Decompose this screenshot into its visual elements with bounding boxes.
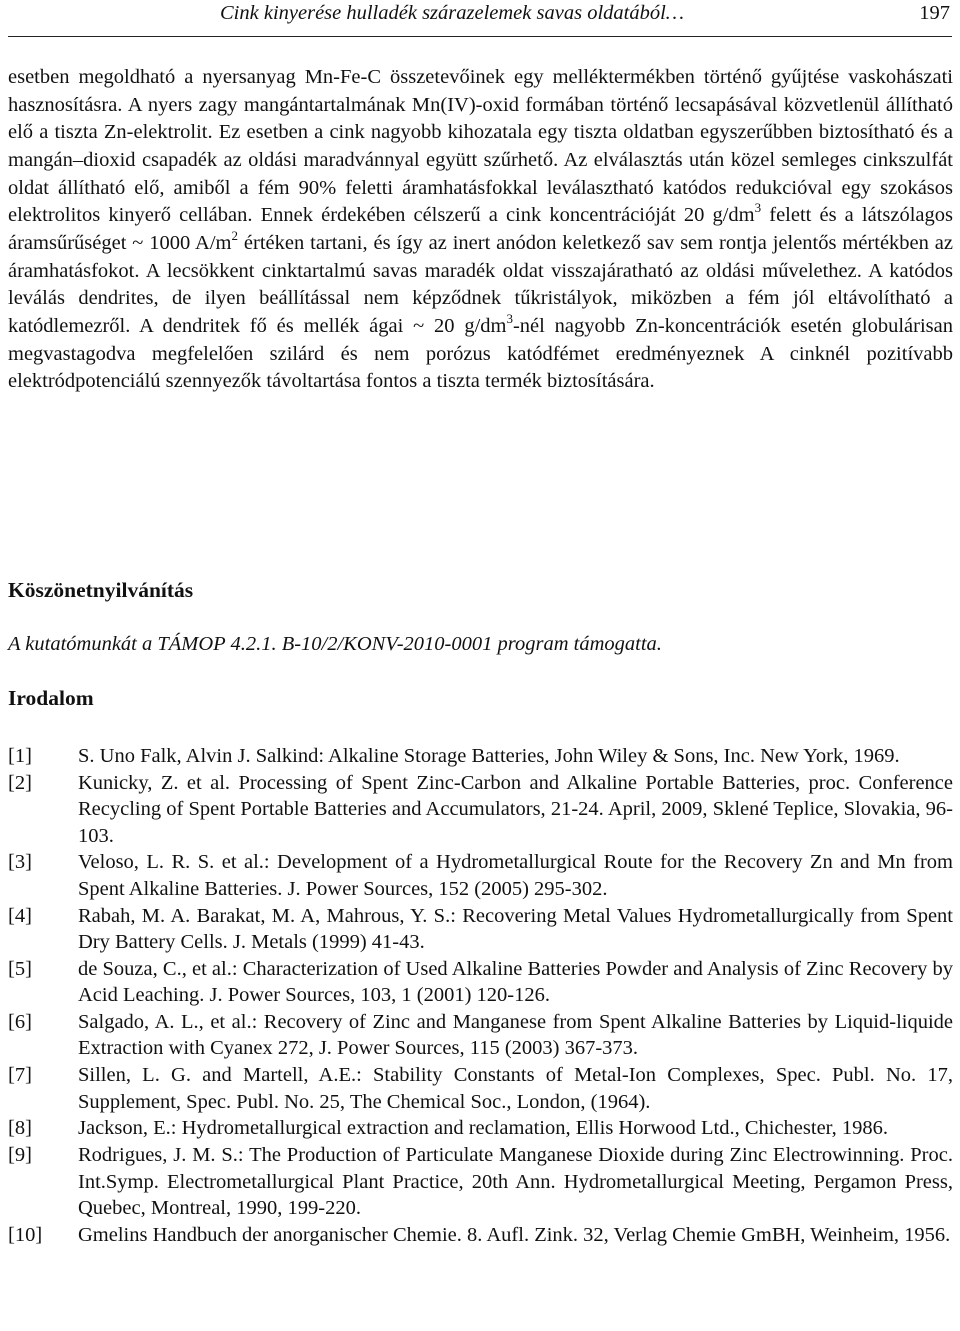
reference-item xyxy=(8,903,953,956)
references-heading: Irodalom xyxy=(8,686,94,710)
superscript: 3 xyxy=(506,311,513,327)
reference-number: [9] xyxy=(8,1144,32,1167)
text-segment: -nél nagyobb Zn-koncentrációk esetén globulárisan megvastagodva megfelelően szilárd és nem porózus katódfémet eredményeznek A cinknél pozitívabb elektródpotenciálú szennyezők távoltartása fontos a tiszta termék biztosítására. xyxy=(8,314,953,393)
reference-text: Rabah, M. A. Barakat, M. A, Mahrous, Y. S.: Recovering Metal Values Hydrometallurgically from Spent Dry Battery Cells. J. Metals (1999) 41-43. xyxy=(78,904,953,954)
reference-item xyxy=(8,1009,953,1062)
text-segment: értéken tartani, és így az inert anódon keletkező sav sem rontja jelentős mértékben az áramhatásfokot. A lecsökkent cinktartalmú savas maradék oldat visszajáratható az oldási művelethez. A katódos leválás dendrites, de ilyen beállítással nem képződnek tűkristályok, miközben a fém jól eltávolítható a katódlemezről. A dendritek fő és mellék ágai ~ 20 g/dm xyxy=(8,231,953,337)
reference-text: Gmelins Handbuch der anorganischer Chemie. 8. Aufl. Zink. 32, Verlag Chemie GmBH, Weinheim, 1956. xyxy=(78,1223,951,1246)
text-segment: felett és a látszólagos áramsűrűséget ~ 1000 A/m xyxy=(8,204,953,254)
body-paragraph xyxy=(8,64,953,396)
reference-number: [10] xyxy=(8,1223,43,1246)
reference-item xyxy=(8,770,953,849)
paragraph-text xyxy=(8,64,953,396)
reference-number: [5] xyxy=(8,957,32,980)
reference-number: [8] xyxy=(8,1117,32,1140)
text-segment: esetben megoldható a nyersanyag Mn-Fe-C összetevőinek egy melléktermékben történő gyűjtése vaskohászati hasznosításra. A nyers zagy mangántartalmának Mn(IV)-oxid formában történő lecsapásával közvetlenül állítható elő a tiszta Zn-elektrolit. Ez esetben a cink nagyobb kihozatala egy tiszta oldatban egyszerűbben biztosítható és a mangán–dioxid csapadék az oldási maradvánnyal együtt szűrhető. Az elválasztás után közel semleges cinkszulfát oldat állítható elő, amiből a fém 90% feletti áramhatásfokkal leválasztható katódos redukcióval egy szokásos elektrolitos kinyerő cellában. Ennek érdekében célszerű a cink koncentrációját 20 g/dm xyxy=(8,66,953,227)
reference-text: Sillen, L. G. and Martell, A.E.: Stability Constants of Metal-Ion Complexes, Spec. Publ. No. 17, Supplement, Spec. Publ. No. 25, The Chemical Soc., London, (1964). xyxy=(78,1064,953,1113)
reference-text: Jackson, E.: Hydrometallurgical extraction and reclamation, Ellis Horwood Ltd., Chichester, 1986. xyxy=(78,1117,889,1140)
reference-item xyxy=(8,1222,953,1248)
acknowledgement-text: A kutatómunkát a TÁMOP 4.2.1. B-10/2/KONV-2010-0001 program támogatta. xyxy=(8,633,662,655)
reference-item xyxy=(8,1062,953,1115)
reference-text: Veloso, L. R. S. et al.: Development of a Hydrometallurgical Route for the Recovery Zn and Mn from Spent Alkaline Batteries. J. Power Sources, 152 (2005) 295-302. xyxy=(78,851,953,900)
reference-item xyxy=(8,1142,953,1221)
reference-text: Kunicky, Z. et al. Processing of Spent Zinc-Carbon and Alkaline Portable Batteries, proc. Conference Recycling of Spent Portable Batteries and Accumulators, 21-24. April, 2009, Sklené Teplice, Slovakia, 96-103. xyxy=(78,771,953,847)
page-header xyxy=(8,0,952,37)
superscript: 3 xyxy=(754,200,762,216)
acknowledgement-heading: Köszönetnyilvánítás xyxy=(8,578,194,602)
reference-item xyxy=(8,1115,953,1141)
reference-item xyxy=(8,956,953,1009)
reference-number: [6] xyxy=(8,1011,32,1034)
reference-item xyxy=(8,849,953,902)
reference-item xyxy=(8,743,953,769)
reference-text: de Souza, C., et al.: Characterization of Used Alkaline Batteries Powder and Analysis of Zinc Recovery by Acid Leaching. J. Power Sources, 103, 1 (2001) 120-126. xyxy=(78,957,953,1007)
page-number: 197 xyxy=(919,2,950,24)
reference-number: [7] xyxy=(8,1064,32,1087)
running-title: Cink kinyerése hulladék szárazelemek savas oldatából… xyxy=(220,2,685,24)
superscript: 2 xyxy=(231,228,239,244)
reference-list xyxy=(8,743,953,1248)
reference-number: [4] xyxy=(8,904,32,927)
reference-text: S. Uno Falk, Alvin J. Salkind: Alkaline Storage Batteries, John Wiley & Sons, Inc. New York, 1969. xyxy=(78,745,900,767)
reference-text: Salgado, A. L., et al.: Recovery of Zinc and Manganese from Spent Alkaline Batteries by Liquid-liquide Extraction with Cyanex 272, J. Power Sources, 115 (2003) 367-373. xyxy=(78,1011,953,1060)
reference-number: [2] xyxy=(8,771,32,794)
reference-text: Rodrigues, J. M. S.: The Production of Particulate Manganese Dioxide during Zinc Electrowinning. Proc. Int.Symp. Electrometallurgical Plant Practice, 20th Ann. Hydrometallurgical Meeting, Pergamon Press, Quebec, Montreal, 1990, 199-220. xyxy=(78,1144,953,1220)
reference-number: [3] xyxy=(8,851,32,874)
reference-number: [1] xyxy=(8,745,32,767)
